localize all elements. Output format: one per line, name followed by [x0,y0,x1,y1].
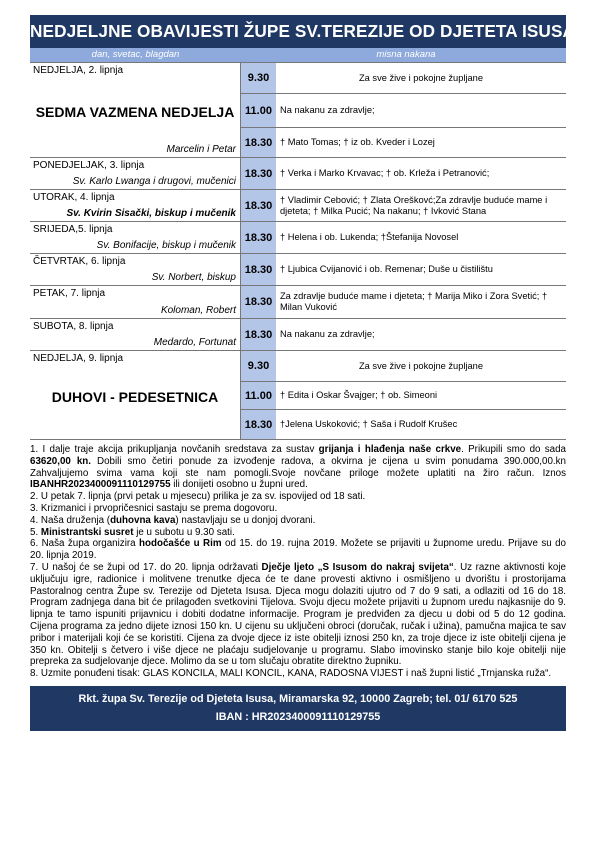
saint-label: Medardo, Fortunat [153,337,236,348]
announcement-item: 8. Uzmite ponuđeni tisak: GLAS KONCILA, MALI KONCIL, KANA, RADOSNA VIJEST i naš župni listić „Trnjanska ruža“. [30,668,552,680]
header-day: dan, svetac, blagdan [91,49,180,60]
mass-intention: † Helena i ob. Lukenda; †Štefanija Novosel [280,232,459,242]
announcement-item: 4. Naša druženja (duhovna kava) nastavljaju se u donjoj dvorani. [30,514,316,526]
parish-iban: IBAN : HR2023400091110129755 [215,710,381,723]
day-row [30,350,566,440]
mass-time: 18.30 [241,410,276,439]
announcement-item: 5. Ministrantski susret je u subotu u 9.30 sati. [30,526,235,538]
day-row [30,318,566,350]
day-row [30,285,566,318]
mass-time: 18.30 [241,222,276,253]
announcement-item: 7. U našoj će se župi od 17. do 20. lipnja održavati Dječje ljeto „S Isusom do nakraj svijeta“. Uz razne aktivnosti koje uključuju igre, radionice i molitvene trenutke djeca će te dane provesti aktivno i osmišljeno u dvorištu i prostorijama Pastoralnog centra Župe sv. Terezije od Djeteta Isusa. Djeca mogu dolaziti ujutro od 7 do 9 sati, a odlaziti od 16 do 18. Program zadnjega dana bit će prilagođen svetkovini Tijelova. Svoju djecu možete prijaviti u župnom uredu najkasnije do 9. lipnja te tamo ispuniti prijavnicu i dobiti dodatne informacije. Program je predviđen za djecu u dobi od 5 do 12 godina. Cijena programa za jedno dijete iznosi 150 kn. U cijenu su uključeni obroci (doručak, ručak i užina), pamučna majica te sav pribor i materijali koji će se koristiti. Cijena za dvoje djece iz iste obitelji iznosi 250 kn, za troje djece iz iste obitelji cijena je 350 kn. Obitelji s četvero i više djece ne plaćaju sudjelovanje u programu. Slabo imovinsko stanje bilo koje obitelji nije prepreka za sudjelovanje djece. Molimo da se u tom slučaju obratite direktno župniku. [30,561,566,668]
parish-address: Rkt. župa Sv. Terezije od Djeteta Isusa, Miramarska 92, 10000 Zagreb; tel. 01/ 6170 525 [78,692,518,705]
day-label: PONEDJELJAK, 3. lipnja [33,160,145,171]
announcement-item: 3. Krizmanici i prvopričesnici sastaju se prema dogovoru. [30,502,278,514]
day-label: NEDJELJA, 2. lipnja [33,65,124,76]
mass-time: 9.30 [241,63,276,93]
mass-intention: † Ljubica Cvijanović i ob. Remenar; Duše u čistilištu [280,264,493,274]
mass-intention: Za sve žive i pokojne župljane [358,72,484,83]
day-label: PETAK, 7. lipnja [33,288,106,299]
announcement-item: 1. I dalje traje akcija prikupljanja novčanih sredstava za sustav grijanja i hlađenja naše crkve. Prikupili smo do sada 63620,00 kn. Dobili smo četiri ponude za izvođenje radova, a okvirna je cijena u svim ponudama 390.000,00.kn Zahvaljujemo svima vama koji ste nam pomogli.Svoje novčane priloge možete uplatiti na žiro račun. Iznos IBANHR2023400091110129755 ili donijeti osobno u župni ured. [30,444,567,491]
mass-intention: Na nakanu za zdravlje; [280,329,375,339]
mass-intention: † Mato Tomas; † iz ob. Kveder i Lozej [280,137,435,147]
day-label: SRIJEDA,5. lipnja [33,224,113,235]
saint-label: Sv. Kvirin Sisački, biskup i mučenik [66,208,236,219]
day-row [30,221,566,253]
footer [30,686,566,731]
mass-time: 11.00 [241,94,276,127]
saint-label: Sv. Norbert, biskup [151,272,236,283]
day-row [30,62,566,157]
mass-intention: †Jelena Uskoković; † Saša i Rudolf Krušec [280,419,458,429]
day-row [30,189,566,221]
mass-time: 18.30 [241,286,276,318]
day-label: ČETVRTAK, 6. lipnja [33,256,126,267]
saint-label: Sv. Bonifacije, biskup i mučenik [96,240,236,251]
day-row [30,253,566,285]
day-label: UTORAK, 4. lipnja [33,192,115,203]
page-title: NEDJELJNE OBAVIJESTI ŽUPE SV.TEREZIJE OD DJETETA ISUSA [30,15,566,48]
mass-intention: † Edita i Oskar Švajger; † ob. Simeoni [280,390,438,400]
table-header [30,48,566,62]
saint-label: Sv. Karlo Lwanga i drugovi, mučenici [72,176,236,187]
bulletin-page [30,15,576,731]
announcement-item: 2. U petak 7. lipnja (prvi petak u mjesecu) prilika je za sv. ispovijed od 18 sati. [30,491,366,503]
day-row [30,157,566,189]
mass-time: 11.00 [241,382,276,409]
mass-time: 18.30 [241,254,276,285]
feast-title: SEDMA VAZMENA NEDJELJA [35,104,235,120]
mass-time: 18.30 [241,190,276,221]
feast-title: DUHOVI - PEDESETNICA [51,389,219,405]
mass-intention: Na nakanu za zdravlje; [280,105,375,115]
day-label: NEDJELJA, 9. lipnja [33,353,124,364]
mass-time: 18.30 [241,128,276,157]
mass-time: 18.30 [241,319,276,350]
mass-intention: † Vladimir Cebović; † Zlata Oreškovć;Za zdravlje buduće mame i djeteta; † Milka Pucić; Na nakanu; † Ivković Stana [280,194,548,216]
announcement-item: 6. Naša župa organizira hodočašće u Rim od 15. do 19. rujna 2019. Možete se prijaviti u župnome uredu. Prijave su do 20. lipnja 2019. [30,538,566,562]
mass-time: 18.30 [241,158,276,189]
day-label: SUBOTA, 8. lipnja [33,321,114,332]
saint-label: Koloman, Robert [160,305,236,316]
header-intention: misna nakana [376,49,436,60]
mass-intention: Za zdravlje buduće mame i djeteta; † Marija Miko i Zora Svetić; † Milan Vuković [280,291,548,312]
announcements [30,444,566,680]
mass-intention: † Verka i Marko Krvavac; † ob. Krleža i Petranović; [280,168,490,178]
saint-label: Marcelin i Petar [166,144,236,155]
mass-time: 9.30 [241,351,276,381]
mass-intention: Za sve žive i pokojne župljane [358,360,484,371]
